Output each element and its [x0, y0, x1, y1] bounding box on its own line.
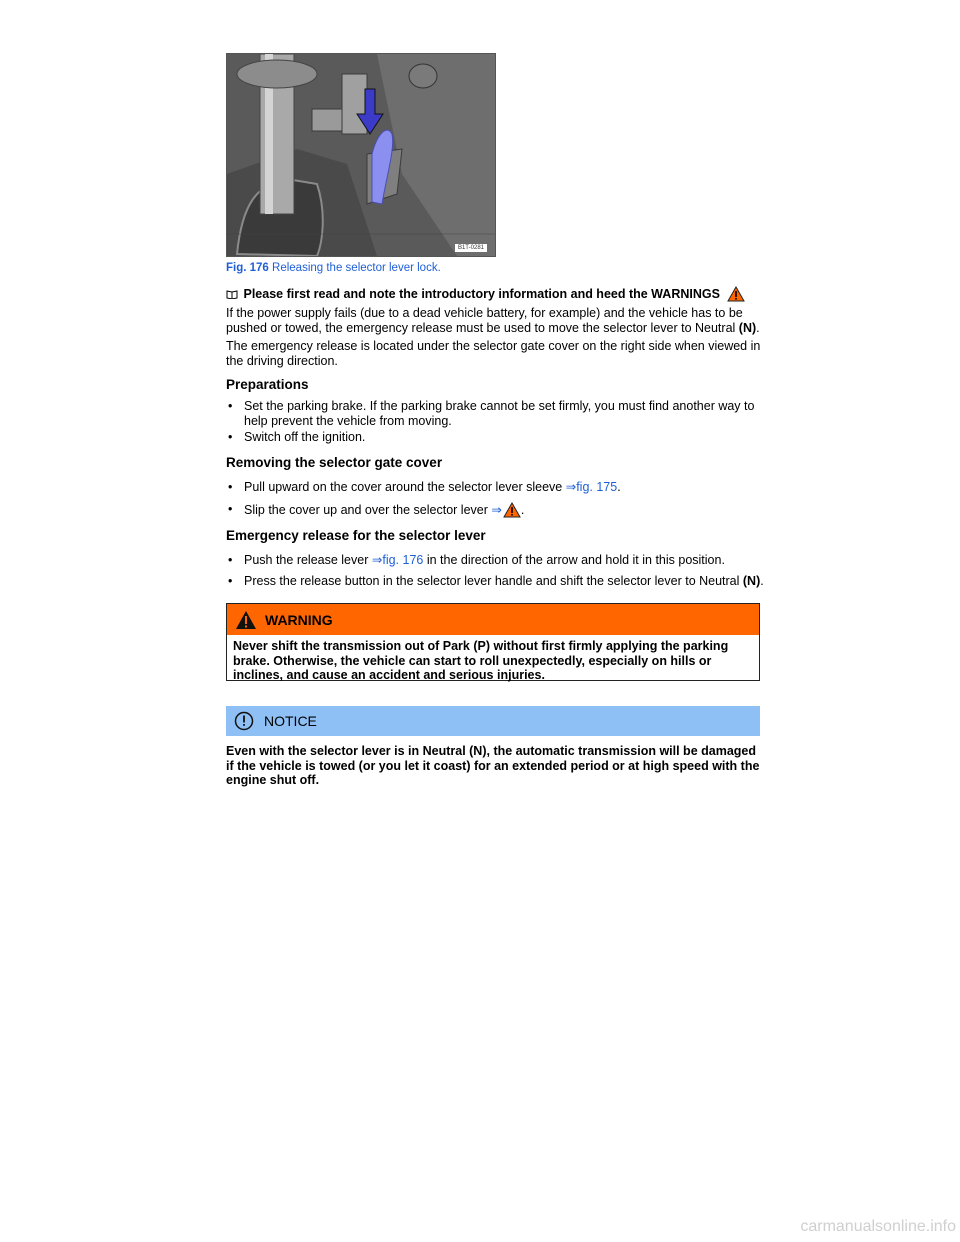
watermark: carmanualsonline.info	[800, 1218, 956, 1235]
list-item: • Pull upward on the cover around the selector lever sleeve ⇒fig. 175.	[228, 480, 621, 494]
selector-lever-illustration	[227, 54, 495, 256]
warning-header	[227, 604, 759, 635]
fig-176-link[interactable]: fig. 176	[382, 553, 424, 567]
figure-caption	[226, 262, 441, 274]
warning-triangle-icon	[235, 610, 257, 630]
paragraph-release-location: The emergency release is located under the selector gate cover on the right side when viewed in the driving direction.	[226, 339, 761, 368]
selector-lever-figure	[226, 53, 496, 257]
intro-text: Please first read and note the introductory information and heed the WARNINGS	[243, 287, 720, 301]
list-item: • Switch off the ignition.	[228, 430, 366, 444]
warning-title: WARNING	[265, 611, 333, 628]
book-icon	[226, 290, 238, 299]
list-item: • Set the parking brake. If the parking brake cannot be set firmly, you must find another way to help prevent the vehicle from moving.	[228, 399, 755, 428]
paragraph-power-failure: If the power supply fails (due to a dead vehicle battery, for example) and the vehicle has to be pushed or towed, the emergency release must be used to move the selector lever to Neutral (N).	[226, 306, 760, 335]
notice-header	[226, 706, 760, 736]
fig-175-link[interactable]: fig. 175	[576, 480, 618, 494]
warning-box	[226, 603, 760, 681]
caption-text: Releasing the selector lever lock.	[268, 262, 441, 274]
caption-label: Fig. 176	[226, 262, 269, 274]
intro-line	[226, 286, 745, 302]
heading-preparations: Preparations	[226, 377, 309, 392]
heading-emergency-release: Emergency release for the selector lever	[226, 528, 486, 543]
warning-triangle-icon[interactable]	[503, 502, 521, 518]
list-item: • Press the release button in the selector lever handle and shift the selector lever to Neutral (N).	[228, 574, 764, 588]
warning-triangle-icon[interactable]	[727, 286, 745, 302]
figure-code: B1T-0281	[455, 244, 487, 252]
list-item: • Slip the cover up and over the selector lever ⇒ .	[228, 502, 525, 517]
list-item: • Push the release lever ⇒fig. 176 in the direction of the arrow and hold it in this position.	[228, 553, 725, 567]
notice-body: Even with the selector lever is in Neutral (N), the automatic transmission will be damaged if the vehicle is towed (or you let it coast) for an extended period or at high speed with the engine shut off.	[226, 744, 760, 787]
warning-body: Never shift the transmission out of Park (P) without first firmly applying the parking brake. Otherwise, the vehicle can start to roll unexpectedly, especially on hills or inclines, and cause an accident and serious injuries.	[233, 639, 729, 682]
exclamation-circle-icon	[234, 711, 254, 731]
notice-title: NOTICE	[264, 713, 317, 729]
heading-removing-cover: Removing the selector gate cover	[226, 455, 443, 470]
